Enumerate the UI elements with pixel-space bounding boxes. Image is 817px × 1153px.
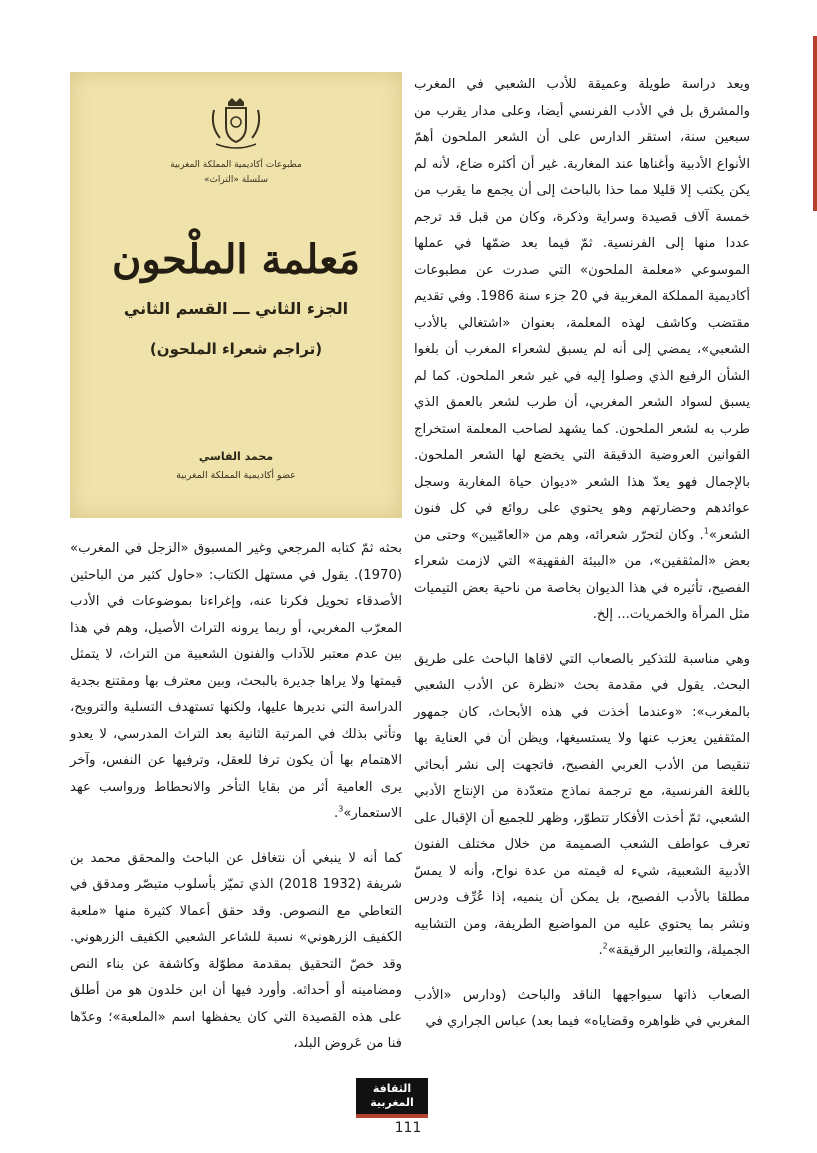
edge-accent-bar [813,36,817,211]
cover-part-label: الجزء الثاني ـــ القسم الثاني [123,299,349,318]
cover-title: مَعلمة الملْحون [112,236,360,283]
publisher-label: مطبوعات أكاديمية المملكة المغربية سلسلة «التراث» [170,160,302,185]
magazine-logo: الثقافة المغربية [356,1078,428,1118]
page-number: 111 [394,1120,422,1136]
royal-emblem-icon [206,96,266,152]
cover-author: محمد الفاسي [198,450,274,463]
paragraph: بحثه ثمّ كتابه المرجعي وغير المسبوق «الزجل في المغرب» (1970). يقول في مستهل الكتاب: «حاول كثير من الباحثين الأصدقاء تحويل فكرنا عنه، وإغراءنا بموضوعات في الأدب المعرّب المغربي، أو ربما يرونه التراث الأصيل، وهم في هذا بين عدم معتبر للآداب والفنون الشعبية من التراث، لا يتمثل قيمتها ولا يراها جديرة بالبحث، وبين معترف بها ومقتنع بجدية الدراسة التي نديرها عليها، ولكنها تستهدف التسلية والترويح، وتأتي بذلك في المرتبة الثانية بعد التراث المدرسي، لا يعدو الاهتمام بها أن يكون ترفا للعقل، وترفيها عن النفس، وآخر يرى العامية أثر من بقايا التأخر والانحطاط ورواسب عهد الاستعمار»$^3$. [70,541,402,821]
paragraph: وهي مناسبة للتذكير بالصعاب التي لاقاها الباحث على طريق البحث. يقول في مقدمة بحث «نظرة عن الأدب الشعبي بالمغرب»: «وعندما أخذت في هذه الأبحاث، كان جمهور المثقفين يعزب عنها ولا يستسيغها، ويظن أن في العناية بها تنقيصا من الأدب العربي الفصيح، فاتجهت إلى نشر أبحاثي باللغة الفرنسية، مع ترجمة نماذج متعدّدة من الإنتاج الأدبي الشعبي، ثمّ أخذت الأفكار تتطوّر، وظهر للجميع أن الإقبال على تعرف عواطف الشعب الصميمة من خلال مختلف الفنون الأدبية الشعبية، شيء له قيمته من عدة نواح، وأنه لا يمسّ مطلقا بالأدب الفصيح، بل يمكن أن ينميه، إذا عُرِّف ودرس ونشر بما يحتوي عليه من المواضيع الطريفة، ومن التشابيه الجميلة، والتعابير الرقيقة»$^2$. [414,651,750,958]
right-text-column [414,72,750,1036]
cover-author-role: عضو أكاديمية المملكة المغربية [176,470,296,481]
left-text-column [70,536,402,1058]
book-cover-image [70,72,402,518]
paragraph: ويعد دراسة طويلة وعميقة للأدب الشعبي في المغرب والمشرق بل في الأدب الفرنسي أيضا، وعلى مدار يقرب من سبعين سنة، استقر الدارس على أن الشعر الملحون أهمّ الأنواع الأدبية وأغناها عند المغاربة. غير أن أكثره ضاع، لأنه لم يكن يكتب إلا قليلا مما حذا بالباحث إلى أن يجمع ما يقرب من خمسة آلاف قصيدة وسراية وذكرة، وكان من قبل قد ترجم عددا منها إلى الفرنسية. ثمّ فيما بعد ضمّها في عملها الموسوعي «معلمة الملحون» التي صدرت عن مطبوعات أكاديمية المملكة المغربية في 20 جزء سنة 1986. وفي تقديم مقتضب وكاشف لهذه المعلمة، بعنوان «اشتغالي بالأدب الشعبي»، يمضي إلى أنه لم يسبق لشعراء المغرب أن بلغوا الشأن الرفيع الذي وصلوا إليه في غير شعر الملحون. كما لم يسبق لسواد الشعر المغربي، أن طرب لشعر بالعمق الذي طرب به لشعر الملحون. كما يشهد لصاحب المعلمة استخراج القوانين العروضية الدقيقة التي يخضع لها الشعر الملحون. بالإجمال فهو يعدّ هذا الشعر «ديوان حياة المغاربة وسجل عوائدهم وحضارتهم وهو يحتوي على روائع في كل فنون الشعر»$^1$. وكان لتحرّر شعرائه، وهم من «العامّيين» وحتى من بعض «المثقفين»، من «البيئة الفقهية» التي لازمت شعراء الفصيح، تأثيره في هذا الديوان بخاصة من ناحية بعض التيميات مثل المرأة والخمريات... إلخ. [414,77,750,622]
paragraph: كما أنه لا ينبغي أن نتغافل عن الباحث والمحقق محمد بن شريفة (1932 2018) الذي تميّز بأسلوب متبصّر ومدقق في التعاطي مع النصوص. وقد حقق أعمالا كثيرة منها «ملعبة الكفيف الزرهوني» نسبة للشاعر الشعبي الكفيف الزرهوني. وقد خصّ التحقيق بمقدمة مطوّلة وكاشفة عن بناء النص ومضامينه أو أحداثه. وأورد فيها أن ابن خلدون هو من أطلق على هذه القصيدة التي كان يحفظها اسم «الملعبة»؛ وعدّها فنا من عَروض البلد، [70,850,402,1051]
cover-subtitle: (تراجم شعراء الملحون) [149,340,323,358]
paragraph: الصعاب ذاتها سيواجهها الناقد والباحث (ودارس «الأدب المغربي في ظواهره وقضاياه» فيما بعد) عباس الجراري في [414,987,750,1029]
